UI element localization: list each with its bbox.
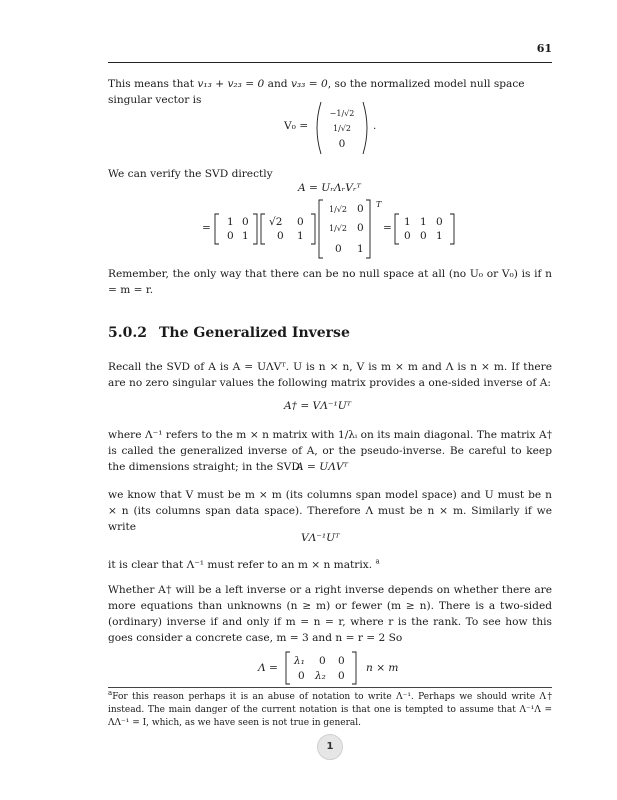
v0-entry-1: −1/√2	[329, 109, 355, 118]
m4-r1c2: 1	[420, 216, 427, 228]
para1-expr1: v₁₃ + v₂₃ = 0	[197, 78, 265, 90]
m3-r1c2: 0	[357, 203, 364, 215]
v0-entry-3: 0	[338, 138, 346, 150]
m2-r2c2: 1	[297, 230, 304, 242]
expansion-equals-2: =	[383, 222, 392, 234]
m1-r1c2: 0	[242, 216, 249, 228]
paragraph-whether: Whether A† will be a left inverse or a right inverse depends on whether there are more equations than unknowns (n ≥ m) or fewer (m ≥ n). There is a two-sided (ordinary) inverse if and only if m = n = r, where r is the rank. To see how this goes consider a concrete case, m = 3 and n = r = 2 So	[108, 584, 552, 644]
m4-r2c1: 0	[404, 230, 411, 242]
m2-left-bracket	[261, 214, 265, 244]
paragraph-where-lambda: where Λ⁻¹ refers to the m × n matrix with 1/λᵢ on its main diagonal. The matrix A† is called the generalized inverse of A, or the pseudo-inverse. Be careful to keep the dimensions straight; in the SVD	[108, 429, 552, 473]
lambda-r2c3: 0	[338, 670, 345, 682]
lambda-r2c1: 0	[298, 670, 305, 682]
footnote-rule	[108, 687, 552, 688]
expansion-equals-1: =	[202, 222, 211, 234]
lambda-matrix	[284, 650, 360, 686]
v0-entry-2: 1/√2	[333, 124, 351, 133]
lambda-r1c3: 0	[338, 655, 345, 667]
svd-equation-2: A = UΛVᵀ	[296, 461, 348, 473]
m3-right-bracket	[366, 200, 370, 258]
lambda-left-bracket	[286, 652, 290, 684]
lambda-r1c2: 0	[319, 655, 326, 667]
m3-r2c1: 1/√2	[329, 224, 347, 233]
m2-r2c1: 0	[277, 230, 284, 242]
v0-lhs: V₀ =	[284, 120, 309, 132]
pseudo-inverse-equation: A† = VΛ⁻¹Uᵀ	[284, 400, 352, 412]
section-heading	[108, 325, 350, 341]
paragraph-verify: We can verify the SVD directly	[108, 168, 273, 180]
paragraph-remember: Remember, the only way that there can be no null space at all (no U₀ or V₀) is if n = m = r.	[108, 268, 552, 296]
m3-r3c2: 1	[357, 243, 364, 255]
v-lambda-inv-u-equation: VΛ⁻¹Uᵀ	[301, 532, 340, 544]
para1-text-c: , so the normalized model null space singular vector is	[108, 78, 525, 106]
paragraph-clear	[108, 557, 552, 573]
m4-r1c1: 1	[404, 216, 411, 228]
m1-left-bracket	[215, 214, 219, 244]
header-rule	[108, 62, 552, 63]
para7-text: it is clear that Λ⁻¹ must refer to an m × n matrix.	[108, 559, 373, 571]
svd-expansion	[198, 198, 460, 260]
m4-r1c3: 0	[436, 216, 443, 228]
m1-right-bracket	[253, 214, 257, 244]
footnote-mark: a	[108, 689, 113, 697]
v0-left-paren	[317, 102, 321, 154]
m1-r2c1: 0	[227, 230, 234, 242]
m4-right-bracket	[450, 214, 454, 244]
footnote-text: For this reason perhaps it is an abuse of notation to write Λ⁻¹. Perhaps we should write Λ† instead. The main danger of the current notation is that one is tempted to assume that Λ⁻¹Λ = ΛΛ⁻¹ = I, which, as we have seen is not true in general.	[108, 692, 552, 728]
lambda-dimensions: n × m	[366, 662, 399, 674]
lambda-right-bracket	[352, 652, 356, 684]
footnote	[108, 691, 552, 730]
svd-equation: A = UᵣΛᵣVᵣᵀ	[298, 182, 361, 194]
section-title: The Generalized Inverse	[158, 325, 350, 341]
m2-right-bracket	[311, 214, 315, 244]
lambda-lhs: Λ =	[258, 662, 278, 674]
v0-trailing-period: .	[373, 120, 377, 132]
m1-r1c1: 1	[227, 216, 234, 228]
v0-vector	[312, 100, 372, 156]
page-indicator-badge[interactable]: 1	[317, 734, 343, 760]
para1-text-b: and	[264, 78, 291, 90]
para1-expr2: v₃₃ = 0	[290, 78, 328, 90]
paragraph-recall-svd: Recall the SVD of A is A = UΛVᵀ. U is n × n, V is m × m and Λ is n × m. If there are no zero singular values the following matrix provides a one-sided inverse of A:	[108, 361, 552, 389]
page-number: 61	[536, 42, 552, 55]
paragraph-dimensions: we know that V must be m × m (its columns span model space) and U must be n × n (its columns span data space). Therefore Λ must be n × m. Similarly if we write	[108, 489, 552, 533]
footnote-ref-mark[interactable]: a	[375, 557, 380, 566]
lambda-r2c2: λ₂	[315, 670, 326, 682]
para1-text-a: This means that	[108, 78, 198, 90]
lambda-r1c1: λ₁	[294, 655, 305, 667]
m4-left-bracket	[395, 214, 399, 244]
m4-r2c3: 1	[436, 230, 443, 242]
m3-r2c2: 0	[357, 222, 364, 234]
m1-r2c2: 1	[242, 230, 249, 242]
v0-right-paren	[363, 102, 367, 154]
m3-r3c1: 0	[335, 243, 342, 255]
m3-left-bracket	[319, 200, 323, 258]
m2-r1c2: 0	[297, 216, 304, 228]
m3-r1c1: 1/√2	[329, 205, 347, 214]
m3-transpose: T	[376, 200, 382, 209]
m2-r1c1: √2	[269, 216, 283, 228]
section-number: 5.0.2	[108, 325, 147, 341]
m4-r2c2: 0	[420, 230, 427, 242]
